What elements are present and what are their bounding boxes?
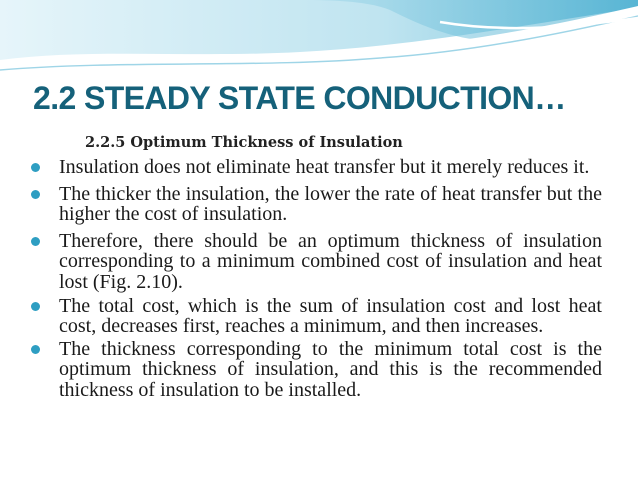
bullet-dot-icon (31, 345, 40, 354)
bullet-item (30, 339, 602, 401)
bullet-dot-icon (31, 237, 40, 246)
bullet-dot-icon (31, 190, 40, 199)
bullet-text: The total cost, which is the sum of insulation cost and lost heat cost, decreases first, reaches a minimum, and then increases. (59, 294, 602, 338)
bullet-list (30, 157, 602, 401)
slide-title: 2.2 STEADY STATE CONDUCTION… (33, 80, 566, 116)
bullet-item (30, 296, 602, 337)
section-subtitle: 2.2.5 Optimum Thickness of Insulation (85, 134, 403, 151)
bullet-item (30, 157, 602, 178)
bullet-text: Insulation does not eliminate heat transfer but it merely reduces it. (59, 156, 590, 178)
bullet-item (30, 184, 602, 225)
bullet-text: The thicker the insulation, the lower the rate of heat transfer but the higher the cost of insulation. (59, 182, 602, 226)
bullet-item (30, 231, 602, 293)
bullet-dot-icon (31, 163, 40, 172)
bullet-text: The thickness corresponding to the minimum total cost is the optimum thickness of insulation, and this is the recommended thickness of insulation to be installed. (59, 337, 602, 401)
decorative-wave-banner (0, 0, 638, 80)
bullet-dot-icon (31, 302, 40, 311)
bullet-text: Therefore, there should be an optimum thickness of insulation corresponding to a minimum combined cost of insulation and heat lost (Fig. 2.10). (59, 229, 602, 293)
